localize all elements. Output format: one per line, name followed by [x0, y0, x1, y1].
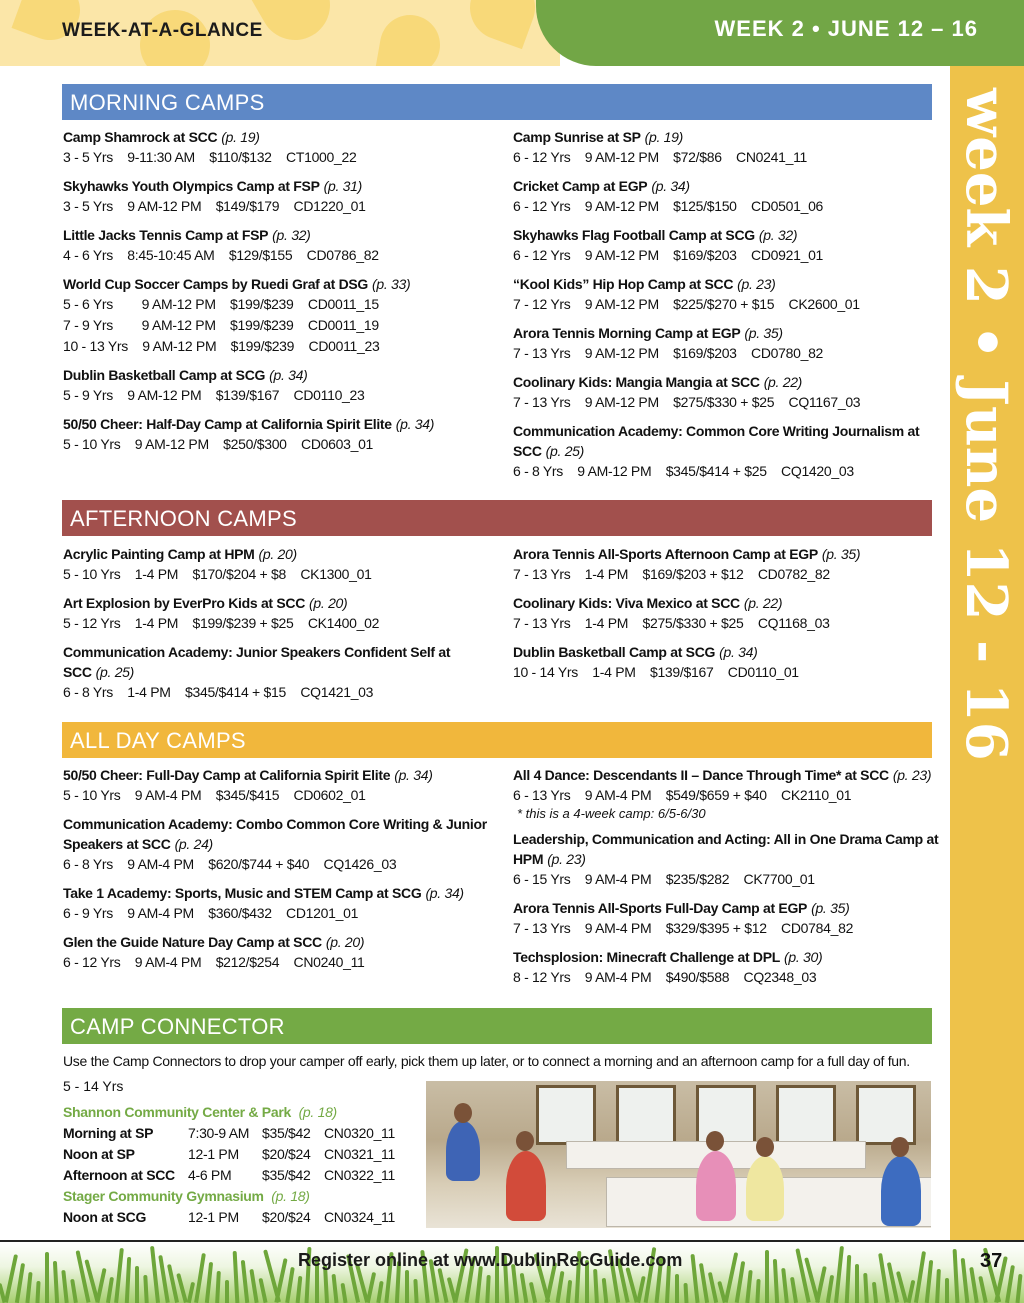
camp-name: [513, 421, 943, 461]
camp-entry: [63, 127, 493, 168]
camp-page-ref: (p. 30): [784, 949, 823, 965]
camp-connector-list: [63, 1102, 413, 1228]
camp-title: Cricket Camp at EGP: [513, 178, 648, 194]
camp-page-ref: (p. 25): [545, 443, 585, 459]
camp-details: 6 - 8 Yrs 9 AM-12 PM $345/$414 + $25 CQ1420_03: [513, 463, 854, 479]
connector-time: 7:30-9 AM: [188, 1125, 250, 1141]
camp-connector-heading: CAMP CONNECTOR: [62, 1008, 932, 1044]
camp-page-ref: (p. 22): [763, 374, 803, 390]
camp-details: 5 - 9 Yrs 9 AM-12 PM $139/$167 CD0110_23: [63, 387, 365, 403]
camp-details: 4 - 6 Yrs 8:45-10:45 AM $129/$155 CD0786_82: [63, 247, 379, 263]
camp-title: Coolinary Kids: Viva Mexico at SCC: [513, 595, 740, 611]
camp-name: [63, 883, 493, 903]
camp-page-ref: (p. 34): [425, 885, 464, 901]
camp-entry: [63, 883, 493, 924]
morning-camps-right-column: [513, 127, 943, 490]
camp-title: Little Jacks Tennis Camp at FSP: [63, 227, 269, 243]
week-dates-title: WEEK 2 • JUNE 12 – 16: [714, 16, 978, 41]
all-day-camps-heading: ALL DAY CAMPS: [62, 722, 932, 758]
camp-entry: [513, 372, 943, 413]
camp-note: * this is a 4-week camp: 6/5-6/30: [517, 806, 706, 821]
camp-details: 10 - 14 Yrs 1-4 PM $139/$167 CD0110_01: [513, 664, 799, 680]
camp-entry: [513, 829, 943, 890]
camp-details: 5 - 10 Yrs 9 AM-12 PM $250/$300 CD0603_01: [63, 436, 374, 452]
camp-page-ref: (p. 23): [892, 767, 932, 783]
camp-name: [513, 225, 943, 245]
connector-row: [63, 1144, 413, 1165]
location-name: Shannon Community Center & Park: [63, 1104, 291, 1120]
camp-name: [63, 593, 493, 613]
connector-code: CN0322_11: [324, 1167, 395, 1183]
camp-details: 3 - 5 Yrs 9-11:30 AM $110/$132 CT1000_22: [63, 149, 357, 165]
camp-entry: [63, 642, 493, 703]
connector-session: Afternoon at SCC: [63, 1167, 175, 1183]
camp-name: [63, 544, 493, 564]
camp-details: 5 - 6 Yrs 9 AM-12 PM $199/$239 CD0011_15: [63, 296, 379, 312]
camp-page-ref: (p. 31): [323, 178, 362, 194]
connector-session: Morning at SP: [63, 1125, 154, 1141]
connector-code: CN0321_11: [324, 1146, 395, 1162]
camp-title: Communication Academy: Common Core Writing Journalism at SCC: [513, 423, 920, 459]
camp-details: 7 - 13 Yrs 9 AM-12 PM $275/$330 + $25 CQ1167_03: [513, 394, 861, 410]
camp-title: Skyhawks Youth Olympics Camp at FSP: [63, 178, 320, 194]
camp-page-ref: (p. 34): [394, 767, 433, 783]
camp-page-ref: (p. 32): [272, 227, 311, 243]
connector-time: 12-1 PM: [188, 1146, 239, 1162]
connector-fee: $20/$24: [262, 1209, 311, 1225]
camp-entry: [63, 765, 493, 806]
camp-title: Dublin Basketball Camp at SCG: [63, 367, 266, 383]
all-day-camps-right-column: [513, 765, 943, 996]
camp-title: All 4 Dance: Descendants II – Dance Through Time* at SCC: [513, 767, 889, 783]
camp-details: 6 - 9 Yrs 9 AM-4 PM $360/$432 CD1201_01: [63, 905, 359, 921]
afternoon-camps-heading: AFTERNOON CAMPS: [62, 500, 932, 536]
camp-name: [513, 372, 943, 392]
camp-name: [513, 898, 943, 918]
camp-page-ref: (p. 23): [547, 851, 586, 867]
camp-title: Acrylic Painting Camp at HPM: [63, 546, 255, 562]
camp-name: [63, 365, 493, 385]
camp-title: Camp Shamrock at SCC: [63, 129, 218, 145]
camp-details: 6 - 12 Yrs 9 AM-12 PM $72/$86 CN0241_11: [513, 149, 808, 165]
camp-details: 7 - 13 Yrs 9 AM-12 PM $169/$203 CD0780_82: [513, 345, 824, 361]
connector-row: [63, 1207, 413, 1228]
camp-details: 5 - 12 Yrs 1-4 PM $199/$239 + $25 CK1400_02: [63, 615, 380, 631]
connector-fee: $20/$24: [262, 1146, 311, 1162]
camp-name: [63, 642, 493, 682]
camp-entry: [513, 898, 943, 939]
camp-name: [63, 765, 493, 785]
camp-title: Communication Academy: Combo Common Core Writing & Junior Speakers at SCC: [63, 816, 487, 852]
camp-details: 6 - 12 Yrs 9 AM-12 PM $125/$150 CD0501_06: [513, 198, 824, 214]
week-at-a-glance-title: WEEK-AT-A-GLANCE: [62, 20, 263, 41]
camp-details: 6 - 12 Yrs 9 AM-4 PM $212/$254 CN0240_11: [63, 954, 365, 970]
camp-title: 50/50 Cheer: Full-Day Camp at California Spirit Elite: [63, 767, 391, 783]
camp-entry: [513, 225, 943, 266]
camp-entry: [63, 274, 493, 357]
camp-entry: [513, 323, 943, 364]
camp-name: [63, 225, 493, 245]
camp-details: 10 - 13 Yrs 9 AM-12 PM $199/$239 CD0011_23: [63, 338, 380, 354]
camp-details: 3 - 5 Yrs 9 AM-12 PM $149/$179 CD1220_01: [63, 198, 366, 214]
camp-details: 6 - 12 Yrs 9 AM-12 PM $169/$203 CD0921_01: [513, 247, 824, 263]
camp-name: [513, 274, 943, 294]
camp-page-ref: (p. 34): [719, 644, 758, 660]
afternoon-camps-right-column: [513, 544, 943, 691]
camp-entry: [63, 814, 493, 875]
kids-classroom-photo: [426, 1081, 931, 1228]
camp-page-ref: (p. 34): [651, 178, 690, 194]
camp-page-ref: (p. 20): [309, 595, 348, 611]
camp-name: [513, 127, 943, 147]
camp-entry: [63, 176, 493, 217]
camp-title: “Kool Kids” Hip Hop Camp at SCC: [513, 276, 734, 292]
camp-connector-ages: 5 - 14 Yrs: [63, 1078, 124, 1094]
camp-title: Skyhawks Flag Football Camp at SCG: [513, 227, 755, 243]
camp-title: Arora Tennis Morning Camp at EGP: [513, 325, 741, 341]
camp-name: [513, 947, 943, 967]
camp-details: 8 - 12 Yrs 9 AM-4 PM $490/$588 CQ2348_03: [513, 969, 817, 985]
camp-details: 7 - 13 Yrs 1-4 PM $275/$330 + $25 CQ1168_03: [513, 615, 830, 631]
camp-page-ref: (p. 24): [174, 836, 213, 852]
camp-name: [63, 814, 493, 854]
header-banner-right: [536, 0, 1024, 66]
camp-page-ref: (p. 35): [744, 325, 783, 341]
camp-entry: [63, 365, 493, 406]
camp-entry: [63, 593, 493, 634]
morning-camps-left-column: [63, 127, 493, 463]
camp-title: Glen the Guide Nature Day Camp at SCC: [63, 934, 322, 950]
camp-title: Take 1 Academy: Sports, Music and STEM Camp at SCG: [63, 885, 422, 901]
camp-page-ref: (p. 23): [737, 276, 776, 292]
camp-details: 7 - 13 Yrs 9 AM-4 PM $329/$395 + $12 CD0784_82: [513, 920, 854, 936]
connector-fee: $35/$42: [262, 1125, 311, 1141]
camp-details: 6 - 8 Yrs 9 AM-4 PM $620/$744 + $40 CQ1426_03: [63, 856, 397, 872]
camp-entry: [513, 642, 943, 683]
camp-entry: [513, 593, 943, 634]
camp-page-ref: (p. 25): [95, 664, 135, 680]
camp-page-ref: (p. 19): [644, 129, 684, 145]
camp-entry: [63, 414, 493, 455]
camp-entry: [513, 274, 943, 315]
afternoon-camps-left-column: [63, 544, 493, 711]
camp-name: [513, 765, 943, 785]
connector-time: 4-6 PM: [188, 1167, 232, 1183]
connector-time: 12-1 PM: [188, 1209, 239, 1225]
camp-name: [63, 274, 493, 294]
camp-name: [513, 544, 943, 564]
location-page-ref: (p. 18): [271, 1188, 310, 1204]
camp-details: 6 - 15 Yrs 9 AM-4 PM $235/$282 CK7700_01: [513, 871, 815, 887]
camp-name: [513, 593, 943, 613]
camp-title: World Cup Soccer Camps by Ruedi Graf at DSG: [63, 276, 369, 292]
camp-title: Coolinary Kids: Mangia Mangia at SCC: [513, 374, 760, 390]
camp-page-ref: (p. 32): [758, 227, 798, 243]
register-online-link[interactable]: Register online at www.DublinRecGuide.com: [298, 1250, 683, 1270]
side-banner-text: week 2 • June 12 - 16: [953, 88, 1019, 761]
camp-details: 7 - 9 Yrs 9 AM-12 PM $199/$239 CD0011_19: [63, 317, 379, 333]
connector-row: [63, 1123, 413, 1144]
camp-page-ref: (p. 35): [811, 900, 850, 916]
camp-page-ref: (p. 20): [258, 546, 297, 562]
morning-camps-heading: MORNING CAMPS: [62, 84, 932, 120]
camp-entry: [63, 225, 493, 266]
camp-entry: [513, 176, 943, 217]
camp-title: Art Explosion by EverPro Kids at SCC: [63, 595, 306, 611]
camp-details: 7 - 12 Yrs 9 AM-12 PM $225/$270 + $15 CK2600_01: [513, 296, 860, 312]
camp-title: Camp Sunrise at SP: [513, 129, 641, 145]
camp-page-ref: (p. 34): [269, 367, 308, 383]
camp-entry: [513, 544, 943, 585]
camp-name: [513, 642, 943, 662]
camp-page-ref: (p. 20): [325, 934, 365, 950]
camp-connector-intro: Use the Camp Connectors to drop your camper off early, pick them up later, or to connect a morning and an afternoon camp for a full day of fun.: [63, 1053, 910, 1069]
camp-title: Techsplosion: Minecraft Challenge at DPL: [513, 949, 781, 965]
camp-entry: [513, 421, 943, 482]
location-page-ref: (p. 18): [298, 1104, 337, 1120]
camp-name: [63, 414, 493, 434]
camp-page-ref: (p. 34): [395, 416, 435, 432]
camp-details: 6 - 8 Yrs 1-4 PM $345/$414 + $15 CQ1421_03: [63, 684, 374, 700]
camp-name: [63, 127, 493, 147]
camp-details: 5 - 10 Yrs 1-4 PM $170/$204 + $8 CK1300_01: [63, 566, 372, 582]
camp-name: [63, 932, 493, 952]
camp-entry: [63, 932, 493, 973]
camp-page-ref: (p. 22): [743, 595, 783, 611]
connector-code: CN0320_11: [324, 1125, 395, 1141]
connector-row: [63, 1165, 413, 1186]
camp-title: Dublin Basketball Camp at SCG: [513, 644, 716, 660]
camp-title: Arora Tennis All-Sports Afternoon Camp at EGP: [513, 546, 818, 562]
connector-location-shannon: [63, 1102, 413, 1123]
page-number: 37: [980, 1250, 1003, 1272]
camp-title: Communication Academy: Junior Speakers Confident Self at SCC: [63, 644, 451, 680]
connector-session: Noon at SP: [63, 1146, 135, 1162]
camp-entry: [513, 947, 943, 988]
camp-title: Arora Tennis All-Sports Full-Day Camp at EGP: [513, 900, 808, 916]
camp-name: [63, 176, 493, 196]
camp-page-ref: (p. 19): [221, 129, 260, 145]
all-day-camps-left-column: [63, 765, 493, 981]
camp-name: [513, 829, 943, 869]
camp-entry: [513, 127, 943, 168]
camp-title: Leadership, Communication and Acting: All in One Drama Camp at HPM: [513, 831, 939, 867]
location-name: Stager Community Gymnasium: [63, 1188, 264, 1204]
camp-name: [513, 323, 943, 343]
camp-page-ref: (p. 33): [372, 276, 411, 292]
camp-entry: [63, 544, 493, 585]
connector-location-stager: [63, 1186, 413, 1207]
camp-entry: [513, 765, 943, 821]
camp-name: [513, 176, 943, 196]
camp-page-ref: (p. 35): [821, 546, 861, 562]
connector-code: CN0324_11: [324, 1209, 395, 1225]
camp-details: 7 - 13 Yrs 1-4 PM $169/$203 + $12 CD0782_82: [513, 566, 830, 582]
connector-session: Noon at SCG: [63, 1209, 147, 1225]
camp-title: 50/50 Cheer: Half-Day Camp at California Spirit Elite: [63, 416, 392, 432]
connector-fee: $35/$42: [262, 1167, 311, 1183]
camp-details: 5 - 10 Yrs 9 AM-4 PM $345/$415 CD0602_01: [63, 787, 366, 803]
camp-details: 6 - 13 Yrs 9 AM-4 PM $549/$659 + $40 CK2110_01: [513, 787, 852, 803]
